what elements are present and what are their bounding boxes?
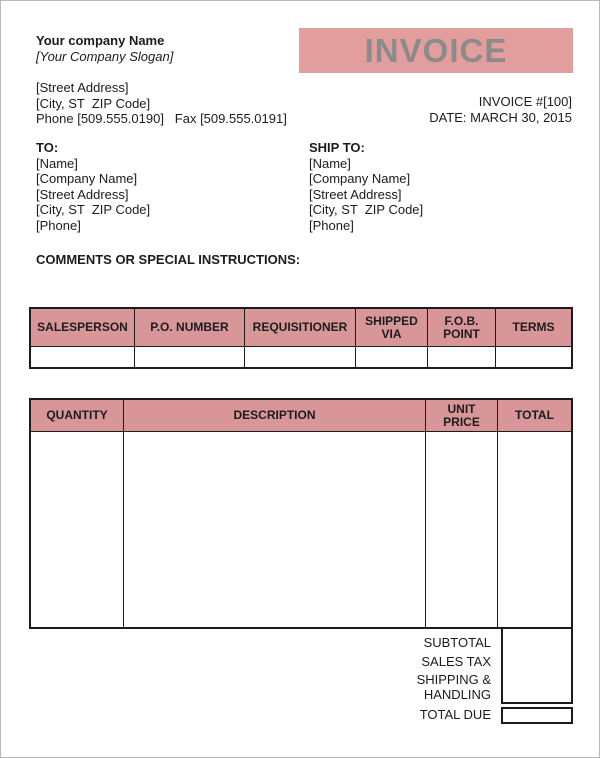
sales-table-data-row xyxy=(31,347,571,367)
bill-to-street: [Street Address] xyxy=(36,186,129,202)
sales-info-table xyxy=(29,307,573,369)
bill-to-block xyxy=(36,140,150,233)
shipping-handling-label: SHIPPING & HANDLING xyxy=(416,672,491,702)
description-column-cell[interactable] xyxy=(124,432,426,627)
invoice-meta xyxy=(429,94,572,125)
line-items-table xyxy=(29,398,573,629)
unit-price-column-cell[interactable] xyxy=(426,432,498,627)
salesperson-cell[interactable] xyxy=(31,347,135,367)
invoice-number: INVOICE #[100] xyxy=(478,94,572,109)
invoice-date: DATE: MARCH 30, 2015 xyxy=(429,109,572,125)
bill-to-name: [Name] xyxy=(36,155,78,171)
ship-to-street: [Street Address] xyxy=(309,186,402,202)
items-table-header-row xyxy=(31,400,571,432)
ship-to-label: SHIP TO: xyxy=(309,140,365,155)
ship-to-name: [Name] xyxy=(309,155,351,171)
quantity-column-cell[interactable] xyxy=(31,432,124,627)
sales-tax-label: SALES TAX xyxy=(421,654,491,669)
company-slogan: [Your Company Slogan] xyxy=(36,49,174,64)
company-street: [Street Address] xyxy=(36,80,129,95)
total-due-label: TOTAL DUE xyxy=(419,707,491,722)
items-table-body-row xyxy=(31,432,571,627)
company-name: Your company Name xyxy=(36,33,165,48)
invoice-title: INVOICE xyxy=(364,31,508,69)
sales-table-header-row xyxy=(31,309,571,347)
comments-heading: COMMENTS OR SPECIAL INSTRUCTIONS: xyxy=(36,252,301,267)
bill-to-company: [Company Name] xyxy=(36,171,138,186)
company-address xyxy=(36,80,287,127)
company-city-zip: [City, ST ZIP Code] xyxy=(36,95,151,111)
total-column-cell[interactable] xyxy=(498,432,571,627)
shipped-via-cell[interactable] xyxy=(356,347,428,367)
ship-to-block xyxy=(309,140,423,233)
items-header-quantity: QUANTITY xyxy=(31,400,124,431)
company-phone-fax: Phone [509.555.0190] Fax [509.555.0191] xyxy=(36,111,287,126)
ship-to-city-zip: [City, ST ZIP Code] xyxy=(309,202,424,217)
sales-header-po-number: P.O. NUMBER xyxy=(135,309,245,346)
terms-cell[interactable] xyxy=(496,347,571,367)
totals-values-box[interactable] xyxy=(501,629,573,704)
bill-to-phone: [Phone] xyxy=(36,217,81,233)
total-due-value-box[interactable] xyxy=(501,707,573,724)
sales-header-shipped-via: SHIPPED VIA xyxy=(356,309,428,346)
items-header-total: TOTAL xyxy=(515,408,554,422)
ship-to-phone: [Phone] xyxy=(309,217,354,233)
subtotal-label: SUBTOTAL xyxy=(423,635,491,650)
requisitioner-cell[interactable] xyxy=(245,347,356,367)
bill-to-city-zip: [City, ST ZIP Code] xyxy=(36,202,151,217)
sales-header-fob-point: F.O.B. POINT xyxy=(428,309,496,346)
sales-header-terms: TERMS xyxy=(512,320,555,334)
invoice-banner xyxy=(299,28,573,73)
sales-header-requisitioner: REQUISITIONER xyxy=(245,309,356,346)
ship-to-company: [Company Name] xyxy=(309,171,411,186)
po-number-cell[interactable] xyxy=(135,347,245,367)
bill-to-label: TO: xyxy=(36,140,59,155)
sales-header-salesperson: SALESPERSON xyxy=(31,309,135,346)
items-header-unit-price: UNIT PRICE xyxy=(426,400,498,431)
fob-point-cell[interactable] xyxy=(428,347,496,367)
items-header-description: DESCRIPTION xyxy=(124,400,426,431)
